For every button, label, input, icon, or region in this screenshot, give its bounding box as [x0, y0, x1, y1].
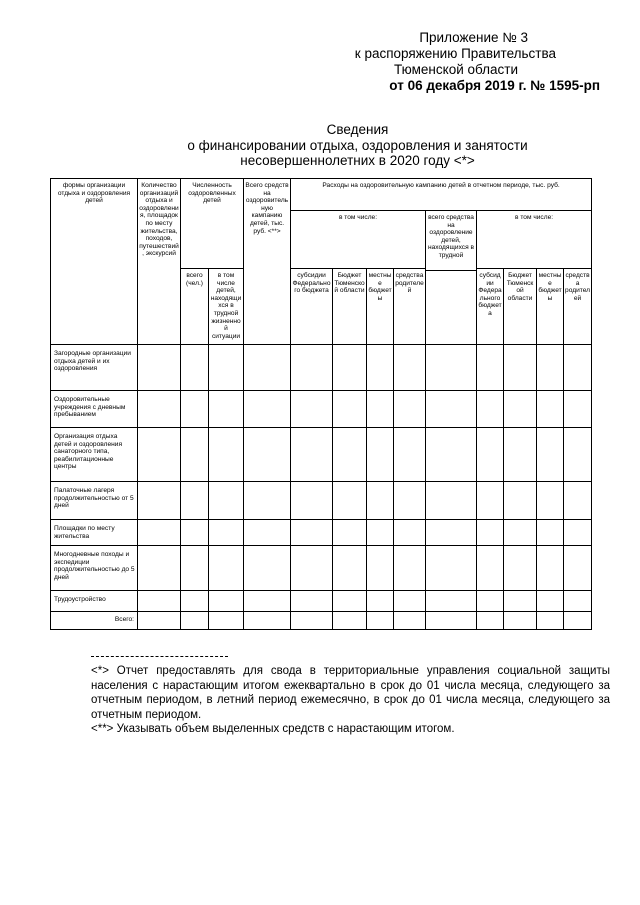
empty-cell: [504, 520, 537, 546]
total-label: Всего:: [51, 612, 138, 630]
empty-cell: [504, 482, 537, 520]
empty-cell: [367, 428, 394, 482]
empty-cell: [244, 391, 291, 428]
empty-cell: [426, 482, 477, 520]
empty-cell: [291, 546, 333, 591]
header-total-difficult: всего средства на оздоровление детей, находящихся в трудной: [426, 211, 477, 271]
empty-cell: [426, 345, 477, 391]
empty-cell: [564, 391, 592, 428]
header-local-budget-2: местные бюджеты: [537, 269, 564, 345]
empty-cell: [477, 520, 504, 546]
empty-cell: [244, 546, 291, 591]
header-total-funds: Всего средств на оздоровительную кампанию детей, тыс. руб. <**>: [244, 179, 291, 345]
row-label: Организация отдыха детей и оздоровления санаторного типа, реабилитационные центры: [51, 428, 138, 482]
empty-cell: [244, 482, 291, 520]
empty-cell: [537, 391, 564, 428]
header-count-children: Численность оздоровленных детей: [181, 179, 244, 269]
empty-cell: [477, 546, 504, 591]
empty-cell: [209, 345, 244, 391]
header-count-forms: Количество организаций отдыха и оздоровления, площадок по месту жительства, походов, путешествий, экскурсий: [138, 179, 181, 345]
empty-cell: [394, 591, 426, 612]
empty-cell: [477, 391, 504, 428]
title-line-2: о финансировании отдыха, оздоровления и занятости: [187, 137, 528, 153]
empty-cell: [537, 345, 564, 391]
empty-cell: [504, 345, 537, 391]
footnote-2: <**> Указывать объем выделенных средств с нарастающим итогом.: [91, 723, 455, 735]
empty-cell: [367, 391, 394, 428]
header-sub-fed-2: субсидии Федерального бюджета: [477, 269, 504, 345]
footnotes: [91, 656, 610, 737]
table-row: [51, 391, 592, 428]
empty-cell: [291, 345, 333, 391]
empty-cell: [426, 612, 477, 630]
empty-cell: [181, 345, 209, 391]
empty-cell: [504, 391, 537, 428]
empty-cell: [426, 520, 477, 546]
empty-cell: [291, 591, 333, 612]
empty-cell: [394, 546, 426, 591]
empty-cell: [504, 428, 537, 482]
header-sub-fed: субсидии Федерального бюджета: [291, 269, 333, 345]
empty-cell: [138, 428, 181, 482]
empty-cell: [333, 391, 367, 428]
empty-cell: [564, 520, 592, 546]
row-label: Трудоустройство: [51, 591, 138, 612]
empty-cell: [504, 612, 537, 630]
table-row: [51, 428, 592, 482]
empty-cell: [209, 428, 244, 482]
header-reg-budget: Бюджет Тюменской области: [333, 269, 367, 345]
empty-cell: [394, 520, 426, 546]
appendix-order: к распоряжению Правительства: [354, 46, 556, 61]
empty-cell: [537, 428, 564, 482]
empty-cell: [181, 482, 209, 520]
empty-cell: [504, 591, 537, 612]
table-row: [51, 546, 592, 591]
header-total-people: всего (чел.): [181, 269, 209, 345]
empty-cell: [244, 345, 291, 391]
appendix-block: [280, 30, 600, 94]
empty-cell: [138, 482, 181, 520]
appendix-date: от 06 декабря 2019 г. № 1595-рп: [389, 78, 600, 93]
empty-cell: [477, 428, 504, 482]
empty-cell: [426, 428, 477, 482]
empty-cell: [537, 520, 564, 546]
header-local-budget: местные бюджеты: [367, 269, 394, 345]
title-line-3: несовершеннолетних в 2020 году <*>: [240, 153, 475, 168]
table-row: [51, 591, 592, 612]
empty-cell: [209, 546, 244, 591]
empty-cell: [244, 520, 291, 546]
empty-cell: [333, 428, 367, 482]
empty-cell: [209, 520, 244, 546]
document-title: [0, 122, 640, 169]
empty-cell: [426, 546, 477, 591]
empty-cell: [367, 612, 394, 630]
empty-cell: [138, 345, 181, 391]
header-difficult: в том числе детей, находящихся в трудной жизненной ситуации: [209, 269, 244, 345]
empty-cell: [333, 612, 367, 630]
empty-cell: [291, 520, 333, 546]
empty-cell: [181, 428, 209, 482]
footnote-1: <*> Отчет предоставлять для свода в территориальные управления социальной защиты населения с нарастающим итогом ежеквартально в срок до 01 числа месяца, следующего за отчетным периодом, в летний период ежемесячно, в срок до 01 числа месяца, следующего за отчетным периодом.: [91, 665, 610, 721]
row-label: Загородные организации отдыха детей и их оздоровления: [51, 345, 138, 391]
header-parents-funds-2: средства родителей: [564, 269, 592, 345]
appendix-number: Приложение № 3: [419, 30, 528, 45]
empty-cell: [244, 612, 291, 630]
row-label: Палаточные лагеря продолжительностью от 5 дней: [51, 482, 138, 520]
row-label: Площадки по месту жительства: [51, 520, 138, 546]
header-incl-2: в том числе:: [477, 211, 592, 269]
empty-cell: [181, 546, 209, 591]
empty-cell: [564, 591, 592, 612]
empty-cell: [367, 520, 394, 546]
empty-cell: [537, 482, 564, 520]
empty-cell: [181, 520, 209, 546]
empty-cell: [181, 391, 209, 428]
empty-cell: [564, 345, 592, 391]
empty-cell: [209, 391, 244, 428]
header-expenses: Расходы на оздоровительную кампанию детей в отчетном периоде, тыс. руб.: [291, 179, 592, 211]
report-table: [50, 178, 592, 630]
title-line-1: Сведения: [326, 122, 389, 137]
header-forms: формы организации отдыха и оздоровления детей: [51, 179, 138, 345]
empty-cell: [477, 345, 504, 391]
footnote-separator: [91, 656, 228, 657]
empty-cell: [537, 591, 564, 612]
row-label: Многодневные походы и экспедиции продолжительностью до 5 дней: [51, 546, 138, 591]
empty-cell: [333, 546, 367, 591]
table-row: [51, 482, 592, 520]
empty-cell: [477, 612, 504, 630]
empty-cell: [564, 428, 592, 482]
row-label: Оздоровительные учреждения с дневным пребыванием: [51, 391, 138, 428]
header-incl-1: в том числе:: [291, 211, 426, 269]
empty-cell: [244, 591, 291, 612]
empty-cell: [564, 612, 592, 630]
empty-cell: [394, 482, 426, 520]
empty-cell: [138, 612, 181, 630]
empty-cell: [537, 546, 564, 591]
empty-cell: [564, 546, 592, 591]
empty-cell: [209, 482, 244, 520]
empty-cell: [367, 546, 394, 591]
empty-cell: [564, 482, 592, 520]
empty-cell: [291, 391, 333, 428]
empty-cell: [477, 482, 504, 520]
table-row: [51, 520, 592, 546]
empty-cell: [138, 520, 181, 546]
empty-cell: [426, 391, 477, 428]
empty-cell: [394, 612, 426, 630]
empty-cell: [477, 591, 504, 612]
empty-cell: [426, 271, 477, 345]
empty-cell: [367, 345, 394, 391]
empty-cell: [504, 546, 537, 591]
empty-cell: [394, 391, 426, 428]
empty-cell: [181, 591, 209, 612]
empty-cell: [138, 591, 181, 612]
empty-cell: [291, 482, 333, 520]
table-row-total: [51, 612, 592, 630]
empty-cell: [209, 612, 244, 630]
empty-cell: [333, 591, 367, 612]
empty-cell: [181, 612, 209, 630]
empty-cell: [244, 428, 291, 482]
empty-cell: [426, 591, 477, 612]
empty-cell: [291, 612, 333, 630]
empty-cell: [333, 482, 367, 520]
empty-cell: [367, 591, 394, 612]
empty-cell: [333, 345, 367, 391]
empty-cell: [291, 428, 333, 482]
empty-cell: [394, 428, 426, 482]
empty-cell: [394, 345, 426, 391]
empty-cell: [138, 546, 181, 591]
empty-cell: [138, 391, 181, 428]
empty-cell: [333, 520, 367, 546]
header-parents-funds: средства родителей: [394, 269, 426, 345]
table-row: [51, 345, 592, 391]
empty-cell: [367, 482, 394, 520]
empty-cell: [537, 612, 564, 630]
appendix-region: Тюменской области: [394, 62, 518, 77]
header-reg-budget-2: Бюджет Тюменской области: [504, 269, 537, 345]
empty-cell: [209, 591, 244, 612]
